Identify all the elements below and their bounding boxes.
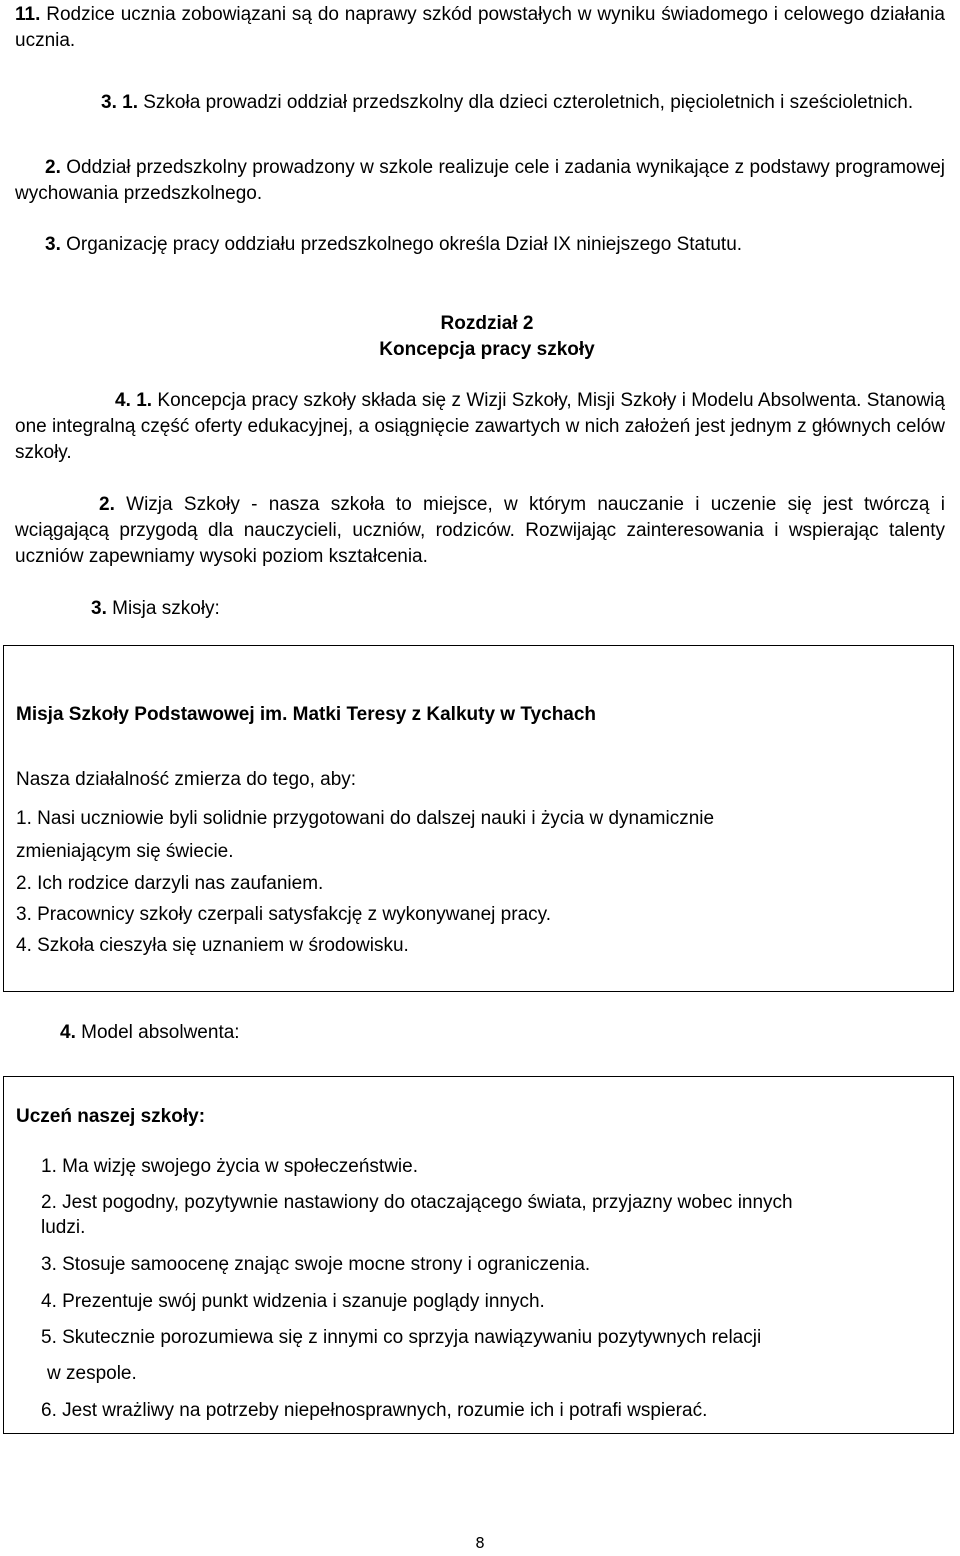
mission-item-2: 2. Ich rodzice darzyli nas zaufaniem. — [16, 873, 324, 894]
paragraph-number: 3. — [91, 598, 107, 619]
graduate-item-6: 6. Jest wrażliwy na potrzeby niepełnosprawnych, rozumie ich i potrafi wspierać. — [41, 1400, 708, 1421]
chapter-subtitle: Koncepcja pracy szkoły — [379, 339, 595, 360]
paragraph-text: Misja szkoły: — [106, 598, 220, 619]
section-3-point-2 — [15, 155, 945, 207]
paragraph-text: Rodzice ucznia zobowiązani są do naprawy szkód powstałych w wyniku świadomego i celowego działania ucznia. — [15, 4, 945, 51]
page-number: 8 — [475, 1534, 485, 1552]
mission-intro: Nasza działalność zmierza do tego, aby: — [16, 769, 357, 790]
section-4-point-2 — [15, 492, 945, 570]
mission-item-3: 3. Pracownicy szkoły czerpali satysfakcję z wykonywanej pracy. — [16, 904, 552, 925]
chapter-title: Rozdział 2 — [440, 313, 534, 334]
graduate-item-1: 1. Ma wizję swojego życia w społeczeństwie. — [41, 1156, 418, 1177]
section-4-point-4 — [15, 1020, 945, 1046]
section-4-point-3 — [15, 596, 945, 622]
paragraph-number: 2. — [99, 494, 115, 515]
paragraph-11 — [15, 2, 945, 54]
graduate-item-2-continued: ludzi. — [41, 1217, 86, 1238]
section-4-point-1 — [15, 388, 945, 466]
paragraph-text: Wizja Szkoły - nasza szkoła to miejsce, w którym nauczanie i uczenie się jest twórczą i wciągającą przygodą dla nauczycieli, uczniów, rodziców. Rozwijając zainteresowania i wspierając talenty uczniów zapewniamy wysoki poziom kształcenia. — [15, 494, 945, 567]
paragraph-number: 2. — [45, 157, 61, 178]
paragraph-number: 3. — [45, 234, 61, 255]
paragraph-text: Organizację pracy oddziału przedszkolnego określa Dział IX niniejszego Statutu. — [60, 234, 743, 255]
mission-item-1-continued: zmieniającym się świecie. — [16, 841, 234, 862]
graduate-item-5: 5. Skutecznie porozumiewa się z innymi co sprzyja nawiązywaniu pozytywnych relacji — [41, 1327, 762, 1348]
graduate-model-box — [3, 1076, 954, 1434]
paragraph-text: Oddział przedszkolny prowadzony w szkole realizuje cele i zadania wynikające z podstawy programowej wychowania przedszkolnego. — [15, 157, 945, 204]
paragraph-text: Model absolwenta: — [75, 1022, 240, 1043]
mission-item-4: 4. Szkoła cieszyła się uznaniem w środowisku. — [16, 935, 409, 956]
graduate-heading: Uczeń naszej szkoły: — [16, 1106, 206, 1127]
paragraph-number: 4. 1. — [115, 390, 153, 411]
section-3-point-1 — [15, 90, 945, 116]
graduate-item-5-continued: w zespole. — [47, 1363, 137, 1384]
graduate-item-2: 2. Jest pogodny, pozytywnie nastawiony do otaczającego świata, przyjazny wobec innych — [41, 1192, 793, 1213]
mission-box — [3, 645, 954, 992]
paragraph-text: Szkoła prowadzi oddział przedszkolny dla dzieci czteroletnich, pięcioletnich i sześcioletnich. — [137, 92, 914, 113]
paragraph-number: 4. — [60, 1022, 76, 1043]
graduate-item-4: 4. Prezentuje swój punkt widzenia i szanuje poglądy innych. — [41, 1291, 545, 1312]
paragraph-text: Koncepcja pracy szkoły składa się z Wizji Szkoły, Misji Szkoły i Modelu Absolwenta. Stanowią one integralną część oferty edukacyjnej, a osiągnięcie zawartych w nich założeń jest jednym z głównych celów szkoły. — [15, 390, 945, 463]
mission-item-1: 1. Nasi uczniowie byli solidnie przygotowani do dalszej nauki i życia w dynamicznie — [16, 808, 715, 829]
graduate-item-3: 3. Stosuje samoocenę znając swoje mocne strony i ograniczenia. — [41, 1254, 591, 1275]
section-3-point-3 — [15, 232, 945, 258]
paragraph-number: 3. 1. — [101, 92, 138, 113]
mission-heading: Misja Szkoły Podstawowej im. Matki Teresy z Kalkuty w Tychach — [16, 704, 597, 725]
paragraph-number: 11. — [15, 4, 41, 25]
